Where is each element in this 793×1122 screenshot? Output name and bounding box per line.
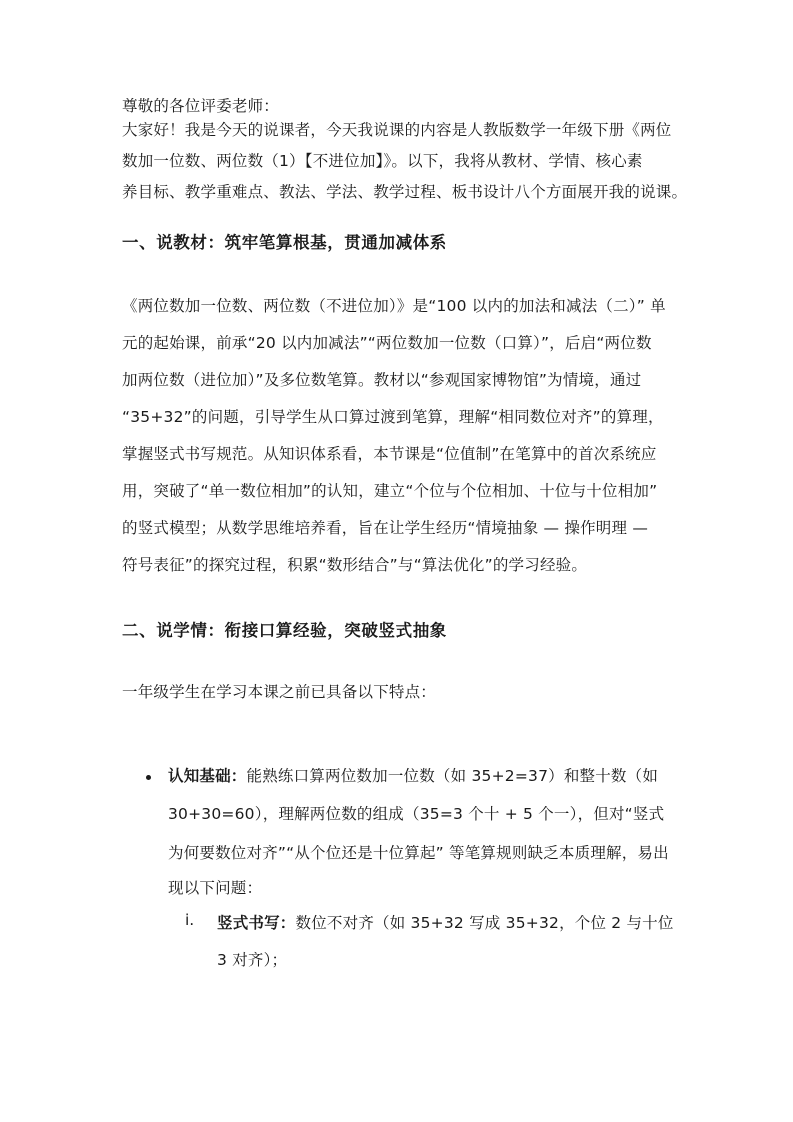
section-1-line: 加两位数（进位加）”及多位数笔算。教材以“参观国家博物馆”为情境，通过 <box>122 371 642 389</box>
sub-item-line: 3 对齐）； <box>217 951 288 969</box>
intro-line: 数加一位数、两位数（1）【不进位加】》。以下，我将从教材、学情、核心素 <box>122 152 643 170</box>
bullet-line: 现以下问题： <box>168 879 263 897</box>
section-2-lead: 一年级学生在学习本课之前已具备以下特点： <box>122 683 437 701</box>
sub-item-label: 竖式书写： <box>217 914 296 932</box>
bullet-icon <box>146 775 151 780</box>
sub-item-marker: i. <box>185 911 195 929</box>
greeting: 尊敬的各位评委老师： <box>122 97 280 115</box>
section-1-line: 《两位数加一位数、两位数（不进位加）》是“100 以内的加法和减法（二）” 单 <box>122 297 666 315</box>
bullet-text: 能熟练口算两位数加一位数（如 35+2=37）和整十数（如 <box>246 767 659 785</box>
section-1-heading: 一、说教材：筑牢笔算根基，贯通加减体系 <box>122 233 447 252</box>
intro-line: 养目标、教学重难点、教法、学法、教学过程、板书设计八个方面展开我的说课。 <box>122 183 688 201</box>
section-1-line: 符号表征”的探究过程，积累“数形结合”与“算法优化”的学习经验。 <box>122 556 588 574</box>
sub-item-text: 数位不对齐（如 35+32 写成 35+32，个位 2 与十位 <box>295 914 674 932</box>
bullet-line: 30+30=60），理解两位数的组成（35=3 个十 + 5 个一），但对“竖式 <box>168 805 665 823</box>
section-1-line: “35+32”的问题，引导学生从口算过渡到笔算，理解“相同数位对齐”的算理， <box>122 408 664 426</box>
section-1-line: 用，突破了“单一数位相加”的认知，建立“个位与个位相加、十位与十位相加” <box>122 482 658 500</box>
section-1-line: 掌握竖式书写规范。从知识体系看，本节课是“位值制”在笔算中的首次系统应 <box>122 445 657 463</box>
bullet-label: 认知基础： <box>168 767 247 785</box>
bullet-line <box>168 764 658 786</box>
section-2-heading: 二、说学情：衔接口算经验，突破竖式抽象 <box>122 621 447 640</box>
intro-line: 大家好！我是今天的说课者，今天我说课的内容是人教版数学一年级下册《两位 <box>122 121 672 139</box>
bullet-line: 为何要数位对齐”“从个位还是十位算起” 等笔算规则缺乏本质理解，易出 <box>168 844 669 862</box>
section-1-line: 元的起始课，前承“20 以内加减法”“两位数加一位数（口算）”，后启“两位数 <box>122 334 652 352</box>
section-1-line: 的竖式模型；从数学思维培养看，旨在让学生经历“情境抽象 — 操作明理 — <box>122 519 649 537</box>
sub-item-line <box>217 911 674 933</box>
